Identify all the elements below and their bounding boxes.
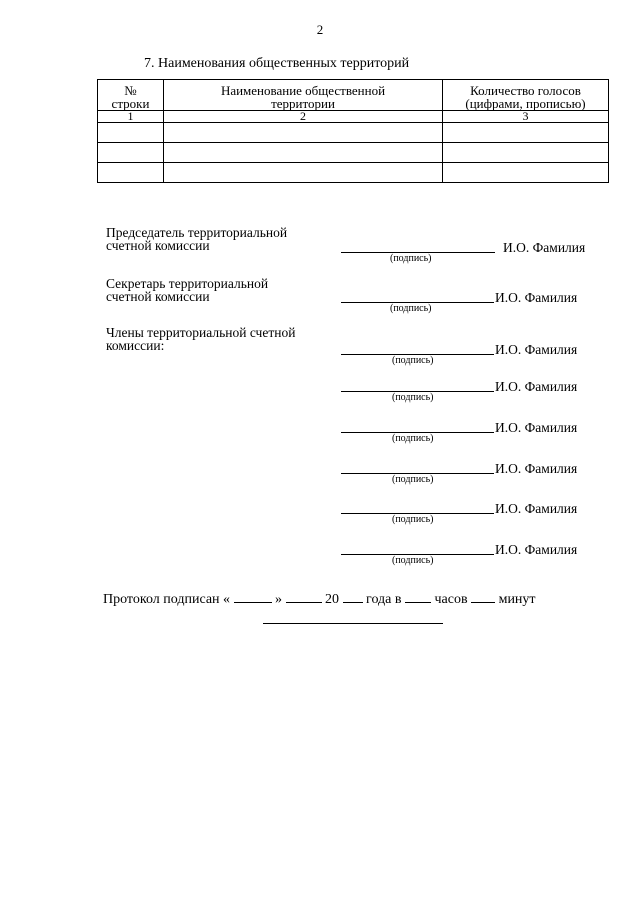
- member-signature-hint: (подпись): [392, 392, 434, 403]
- member-name: И.О. Фамилия: [495, 420, 578, 435]
- protocol-text-signed: Протокол подписан «: [103, 592, 231, 607]
- column-number-2: 2: [164, 111, 443, 123]
- member-name: И.О. Фамилия: [495, 461, 578, 476]
- members-label-line1: Члены территориальной счетной: [106, 325, 296, 340]
- member-signature-hint: (подпись): [392, 474, 434, 485]
- member-name: И.О. Фамилия: [495, 342, 578, 357]
- member-name: И.О. Фамилия: [495, 542, 578, 557]
- protocol-text-minutes: минут: [498, 592, 536, 607]
- year-blank[interactable]: [343, 592, 363, 603]
- chairman-label: [106, 226, 287, 252]
- table-cell[interactable]: [443, 143, 609, 163]
- chairman-label-line1: Председатель территориальной: [106, 225, 288, 240]
- secretary-name: И.О. Фамилия: [495, 290, 578, 305]
- secretary-label: [106, 277, 268, 303]
- protocol-text-year-at: года в: [366, 592, 402, 607]
- table-header-row: [98, 80, 609, 111]
- table-row: [98, 123, 609, 143]
- territories-table: [97, 79, 609, 183]
- member-signature-hint: (подпись): [392, 514, 434, 525]
- protocol-text-quote-close: »: [275, 592, 283, 607]
- member-signature-hint: (подпись): [392, 355, 434, 366]
- chairman-name: И.О. Фамилия: [503, 240, 586, 255]
- table-cell[interactable]: [98, 163, 164, 183]
- minutes-blank[interactable]: [471, 592, 495, 603]
- protocol-bottom-line[interactable]: [263, 623, 443, 624]
- page-number: 2: [316, 22, 324, 37]
- table-cell[interactable]: [443, 123, 609, 143]
- member-signature-hint: (подпись): [392, 433, 434, 444]
- table-cell[interactable]: [98, 143, 164, 163]
- hours-blank[interactable]: [405, 592, 431, 603]
- month-blank[interactable]: [286, 592, 322, 603]
- column-number-1: 1: [98, 111, 164, 123]
- header-votes-count: [443, 80, 609, 111]
- secretary-label-line1: Секретарь территориальной: [106, 276, 269, 291]
- protocol-signed-line: [103, 592, 536, 608]
- section-title: 7. Наименования общественных территорий: [144, 56, 410, 71]
- header-votes-count-line2: (цифрами, прописью): [465, 96, 586, 111]
- column-numbers-row: [98, 111, 609, 123]
- header-territory-name-line2: территории: [271, 96, 335, 111]
- header-row-number: [98, 80, 164, 111]
- member-name: И.О. Фамилия: [495, 379, 578, 394]
- protocol-text-century: 20: [325, 592, 340, 607]
- chairman-signature-hint: (подпись): [390, 253, 432, 264]
- table-cell[interactable]: [164, 123, 443, 143]
- table-cell[interactable]: [443, 163, 609, 183]
- header-row-number-line1: №: [124, 83, 137, 98]
- table-row: [98, 163, 609, 183]
- header-row-number-line2: строки: [111, 96, 150, 111]
- table-cell[interactable]: [98, 123, 164, 143]
- secretary-signature-hint: (подпись): [390, 303, 432, 314]
- members-label-line2: комиссии:: [106, 338, 165, 353]
- members-label: [106, 326, 295, 352]
- table-row: [98, 143, 609, 163]
- header-territory-name: [164, 80, 443, 111]
- member-name: И.О. Фамилия: [495, 501, 578, 516]
- table-cell[interactable]: [164, 143, 443, 163]
- header-territory-name-line1: Наименование общественной: [220, 83, 386, 98]
- chairman-label-line2: счетной комиссии: [106, 238, 210, 253]
- table-cell[interactable]: [164, 163, 443, 183]
- header-votes-count-line1: Количество голосов: [470, 83, 581, 98]
- member-signature-hint: (подпись): [392, 555, 434, 566]
- day-blank[interactable]: [234, 592, 272, 603]
- protocol-text-hours: часов: [434, 592, 468, 607]
- column-number-3: 3: [443, 111, 609, 123]
- secretary-label-line2: счетной комиссии: [106, 289, 210, 304]
